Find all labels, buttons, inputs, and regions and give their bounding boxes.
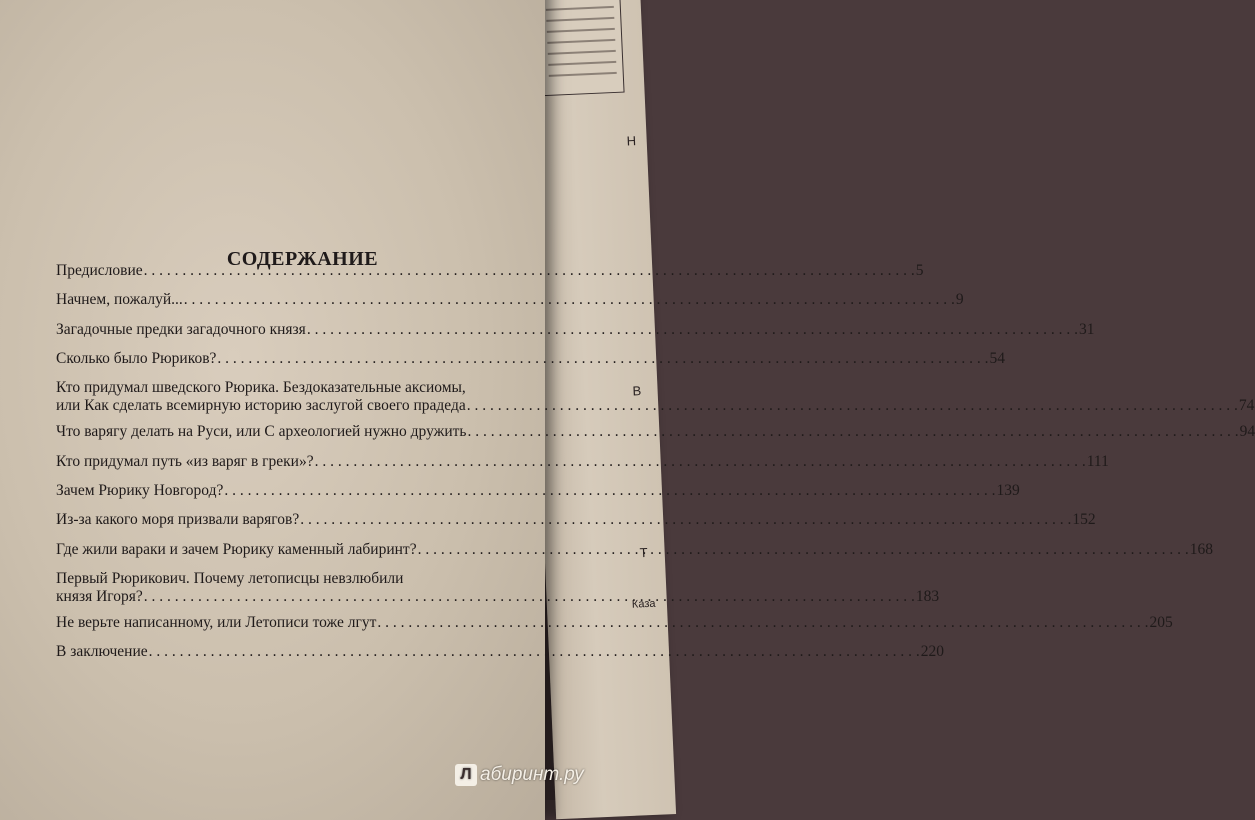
toc-entry-page: 168 <box>1189 541 1213 558</box>
toc-entry-page: 9 <box>955 291 964 308</box>
toc-entry <box>56 379 1255 415</box>
toc-entry-page: 54 <box>989 350 1006 367</box>
toc-entry-page: 152 <box>1072 511 1096 528</box>
toc-entry-page: 94 <box>1239 423 1255 440</box>
labirint-watermark <box>455 764 584 786</box>
background-page-fragment: Т <box>639 544 648 561</box>
toc-entry-page: 220 <box>920 643 944 660</box>
toc-entry <box>56 453 1109 471</box>
background-page-fragment: Каза <box>631 597 656 611</box>
toc-entry-title: Из-за какого моря призвали варягов? <box>56 511 300 528</box>
toc-entry-title: или Как сделать всемирную историю заслугой своего прадеда <box>56 397 466 414</box>
toc-entry-page: 74 <box>1238 397 1255 414</box>
background-page-fragment: Н <box>626 133 637 149</box>
toc-entry-page: 183 <box>915 588 940 605</box>
toc-entry-title: Сколько было Рюриков? <box>56 350 217 367</box>
toc-entry <box>56 423 1255 441</box>
background-page-box <box>538 0 624 96</box>
toc-entry <box>56 511 1096 529</box>
toc-entry <box>56 541 1213 559</box>
toc-entry-title: князя Игоря? <box>56 588 143 605</box>
toc-entry <box>56 350 1006 368</box>
watermark-text: абиринт.ру <box>480 764 584 785</box>
toc-entry <box>56 262 924 280</box>
toc-entry-page: 31 <box>1078 321 1095 338</box>
page-title: СОДЕРЖАНИЕ <box>226 248 379 270</box>
toc-entry <box>56 291 964 309</box>
toc-entry-page: 139 <box>996 482 1020 499</box>
toc-entry-title: Предисловие <box>56 262 143 279</box>
labirint-logo-icon: Л <box>455 764 477 786</box>
toc-entry-title-line: Кто придумал шведского Рюрика. Бездоказательные аксиомы, <box>56 379 466 396</box>
toc-entry-page: 111 <box>1086 453 1109 470</box>
toc-entry <box>56 643 944 661</box>
toc-entry <box>56 482 1020 500</box>
toc-entry-title: Зачем Рюрику Новгород? <box>56 482 224 499</box>
toc-entry-title: Начнем, пожалуй... <box>56 291 183 308</box>
toc-entry-title: В заключение <box>56 643 148 660</box>
toc-entry-title: Кто придумал путь «из варяг в греки»? <box>56 453 314 470</box>
toc-entry-page: 5 <box>915 262 924 279</box>
toc-entry <box>56 321 1095 339</box>
toc-entry-title-line: Первый Рюрикович. Почему летописцы невзлюбили <box>56 570 404 587</box>
toc-entry-title: Где жили вараки и зачем Рюрику каменный лабиринт? <box>56 541 417 558</box>
background-page-fragment: В <box>632 383 642 399</box>
toc-entry-title: Не верьте написанному, или Летописи тоже лгут <box>56 614 377 631</box>
toc-entry-page: 205 <box>1149 614 1173 631</box>
toc-entry-title: Что варягу делать на Руси, или С археологией нужно дружить <box>56 423 467 440</box>
toc-entry-title: Загадочные предки загадочного князя <box>56 321 306 338</box>
toc-entry <box>56 614 1173 632</box>
